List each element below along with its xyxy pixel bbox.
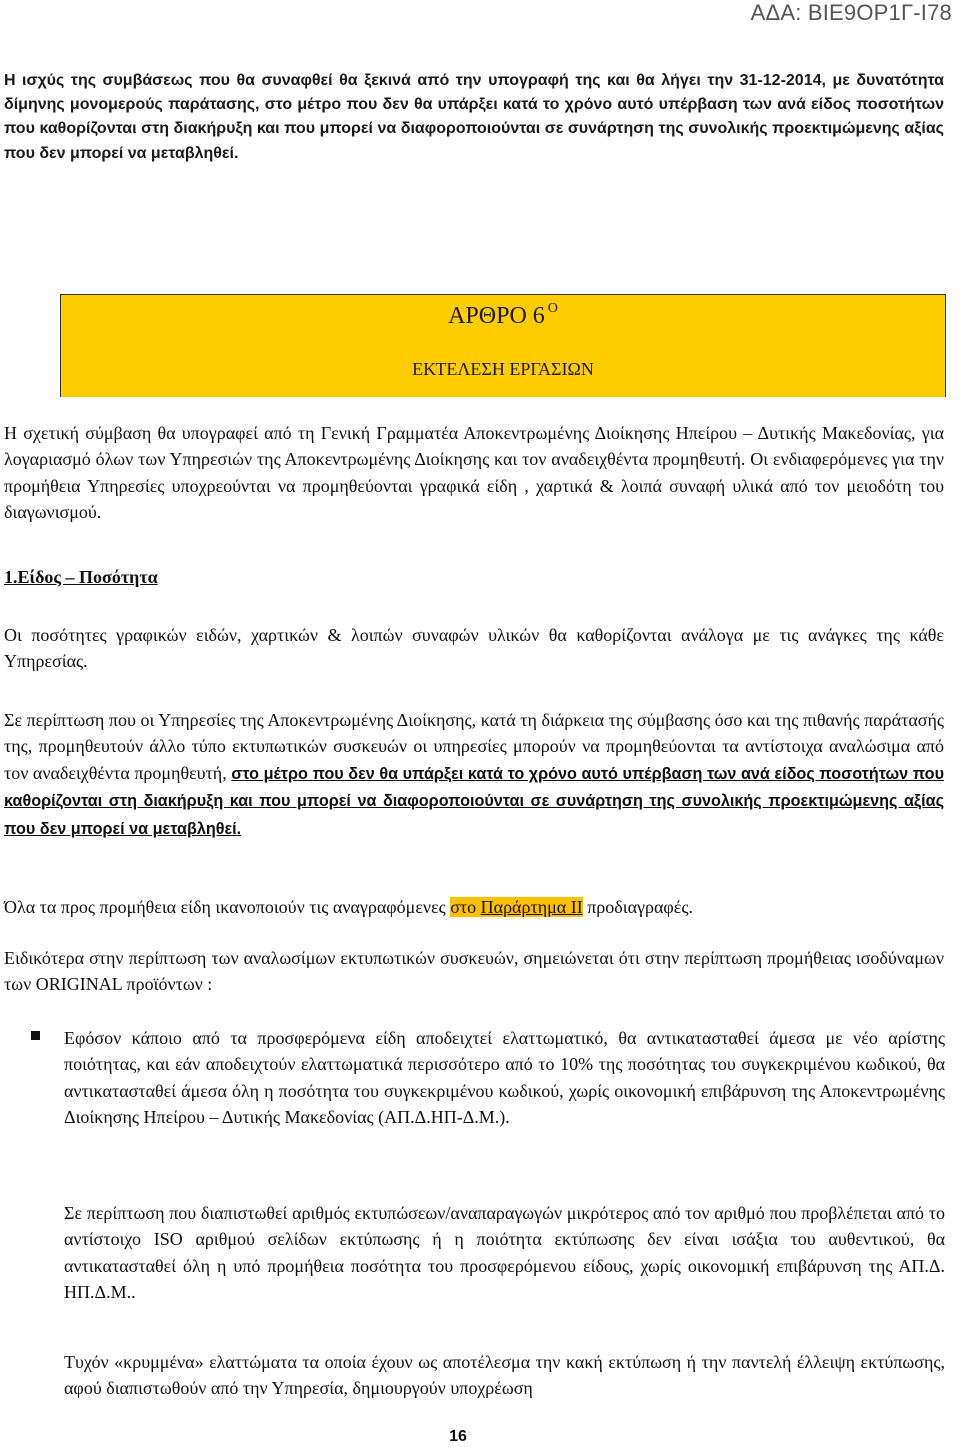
print-count-paragraph-block — [64, 1200, 945, 1306]
consumables-paragraph — [4, 707, 944, 842]
page-number: 16 — [449, 1428, 467, 1445]
bullet-list-item — [31, 1025, 945, 1131]
original-products-paragraph-block — [4, 945, 944, 998]
print-count-paragraph: Σε περίπτωση που διαπιστωθεί αριθμός εκτυπώσεων/αναπαραγωγών μικρότερος από τον αριθμό που προβλέπεται από το αντίστοιχο ISO αριθμού σελίδων εκτύπωσης ή η ποιότητα εκτύπωσης δεν είναι ισάξια του αυθεντικού, θα αντικατασταθεί όλη η υπό προμήθεια ποσότητα του προσφερόμενου είδους, χωρίς οικονομική επιβάρυνση της ΑΠ.Δ. ΗΠ.Δ.Μ.. — [64, 1203, 945, 1303]
defective-items-paragraph: Εφόσον κάποιο από τα προσφερόμενα είδη αποδειχτεί ελαττωματικό, θα αντικατασταθεί άμεσα με νέο αρίστης ποιότητας, και εάν αποδειχτούν ελαττωματικά περισσότερο από το 10% της ποσότητας του συγκεκριμένου κωδικού, θα αντικατασταθεί άμεσα όλη η ποσότητα του συγκεκριμένου κωδικού, χωρίς οικονομική επιβάρυνση της Αποκεντρωμένης Διοίκησης Ηπείρου – Δυτικής Μακεδονίας (ΑΠ.Δ.ΗΠ-Δ.Μ.). — [64, 1028, 945, 1128]
hidden-defects-paragraph: Τυχόν «κρυμμένα» ελαττώματα τα οποία έχουν ως αποτέλεσμα την κακή εκτύπωση ή την παντελή έλλειψη εκτύπωσης, αφού διαπιστωθούν από την Υπηρεσία, δημιουργούν υποχρέωση — [64, 1352, 945, 1399]
intro-paragraph: Η ισχύς της συμβάσεως που θα συναφθεί θα ξεκινά από την υπογραφή της και θα λήγει την 31-12-2014, με δυνατότητα δίμηνης μονομερούς παράτασης, στο μέτρο που δεν θα υπάρξει κατά το χρόνο αυτό υπέρβαση των ανά είδος ποσοτήτων που καθορίζονται στη διακήρυξη και που μπορεί να διαφοροποιούνται σε συνάρτηση της συνολικής προεκτιμώμενης αξίας που δεν μπορεί να μεταβληθεί. — [4, 72, 944, 162]
specs-paragraph-block — [4, 894, 944, 920]
square-bullet-icon — [31, 1031, 40, 1040]
quantities-paragraph: Οι ποσότητες γραφικών ειδών, χαρτικών & λοιπών συναφών υλικών θα καθορίζονται ανάλογα με τις ανάγκες της κάθε Υπηρεσίας. — [4, 625, 944, 672]
signing-paragraph: Η σχετική σύμβαση θα υπογραφεί από τη Γενική Γραμματέα Αποκεντρωμένης Διοίκησης Ηπείρου – Δυτικής Μακεδονίας, για λογαριασμό όλων των Υπηρεσιών της Αποκεντρωμένης Διοίκησης και τον αναδειχθέντα προμηθευτή. Οι ενδιαφερόμενες για την προμήθεια Υπηρεσίες υποχρεούνται να προμηθεύονται γραφικά είδη , χαρτικά & λοιπά συναφή υλικά από τον μειοδότη του διαγωνισμού. — [4, 423, 944, 523]
article-banner — [60, 294, 946, 397]
quantities-paragraph-block — [4, 622, 944, 675]
consumables-text: Σε περίπτωση που οι Υπηρεσίες της Αποκεντρωμένης Διοίκησης, κατά τη διάρκεια της σύμβασης όσο και της πιθανής παράτασής της, προμηθευτούν άλλο τύπο εκτυπωτικών συσκευών οι υπηρεσίες μπορούν να προμηθεύονται τα αντίστοιχα αναλώσιμα από τον αναδειχθέντα προμηθευτή, — [4, 710, 944, 783]
consumables-condition-underlined: στο μέτρο που δεν θα υπάρξει κατά το χρόνο αυτό υπέρβαση των ανά είδος ποσοτήτων που καθορίζονται στη διακήρυξη και που μπορεί να διαφοροποιούνται σε συνάρτηση της συνολικής προεκτιμώμενης αξίας που δεν μπορεί να μεταβληθεί. — [4, 764, 944, 838]
document-code-header: ΑΔΑ: ΒΙΕ9ΟΡ1Γ-Ι78 — [750, 0, 952, 25]
specs-text-before: Όλα τα προς προμήθεια είδη ικανοποιούν τις αναγραφόμενες — [4, 897, 451, 917]
annex-link[interactable]: Παράρτημα ΙΙ — [480, 897, 583, 917]
original-products-paragraph: Ειδικότερα στην περίπτωση των αναλωσίμων εκτυπωτικών συσκευών, σημειώνεται ότι στην περίπτωση προμήθειας ισοδύναμων των ORIGINAL προϊόντων : — [4, 948, 944, 995]
section-heading-quantity: 1.Είδος – Ποσότητα — [4, 567, 158, 587]
hidden-defects-paragraph-block — [64, 1349, 945, 1402]
article-title-text: ΑΡΘΡΟ 6 — [448, 303, 545, 329]
signing-paragraph-block — [4, 420, 944, 526]
article-title-superscript: Ο — [547, 301, 558, 316]
annex-highlight — [450, 897, 582, 917]
specs-text-after: προδιαγραφές. — [582, 897, 693, 917]
article-title — [61, 301, 945, 330]
article-subtitle: ΕΚΤΕΛΕΣΗ ΕΡΓΑΣΙΩΝ — [412, 359, 594, 379]
annex-prefix: στο — [450, 897, 481, 917]
consumables-paragraph-block — [4, 707, 944, 842]
specs-paragraph — [4, 894, 944, 920]
